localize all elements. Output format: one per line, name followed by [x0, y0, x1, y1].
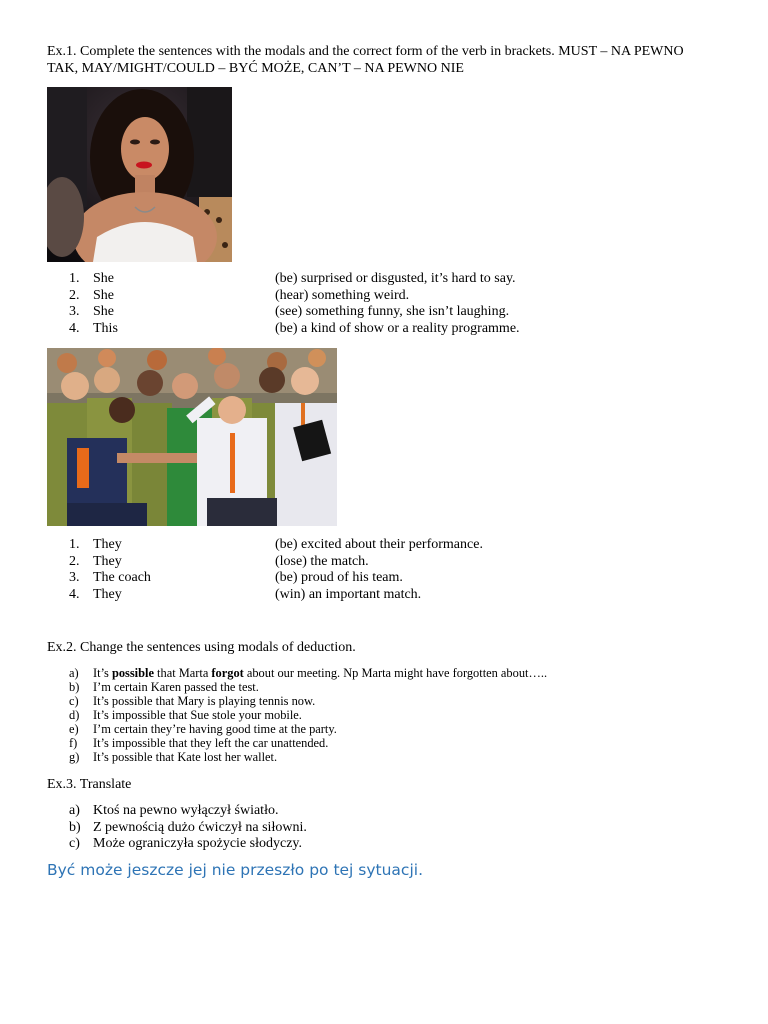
ex2-title: Ex.2. Change the sentences using modals of deduction.	[47, 640, 356, 655]
list-item: g) It’s possible that Kate lost her wallet.	[69, 750, 278, 764]
list-item: d) It’s impossible that Sue stole your mobile.	[69, 708, 302, 722]
list-item: 4. This (be) a kind of show or a reality programme.	[69, 321, 520, 337]
ex2-sentence-list	[47, 666, 727, 764]
list-item: 4. They (win) an important match.	[69, 587, 422, 603]
list-item: c) Może ograniczyła spożycie słodyczy.	[69, 836, 303, 851]
bold-word: forgot	[211, 666, 244, 680]
ex1-sentence-list-2	[47, 537, 727, 604]
ex3-title: Ex.3. Translate	[47, 777, 132, 792]
list-item: b) Z pewnością dużo ćwiczył na siłowni.	[69, 819, 307, 835]
list-item: 1. They (be) excited about their performance.	[69, 537, 483, 552]
ex3-extra-sentence: Być może jeszcze jej nie przeszło po tej sytuacji.	[47, 861, 423, 879]
list-item: a) It’s possible that Marta forgot about our meeting. Np Marta might have forgotten about…..	[69, 666, 548, 680]
list-item: a) Ktoś na pewno wyłączył światło.	[69, 803, 279, 818]
list-item: 2. She (hear) something weird.	[69, 287, 410, 303]
ex3-translation-list	[47, 803, 727, 853]
photo-woman-portrait	[47, 87, 232, 262]
ex1-instruction: Ex.1. Complete the sentences with the modals and the correct form of the verb in brackets. MUST – NA PEWNO TAK, MAY/MIGHT/COULD – BYĆ MOŻE, CAN’T – NA PEWNO NIE	[47, 44, 684, 76]
list-item: 1. She (be) surprised or disgusted, it’s hard to say.	[69, 271, 516, 286]
list-item: f) It’s impossible that they left the car unattended.	[69, 736, 329, 750]
list-item: 3. The coach (be) proud of his team.	[69, 570, 403, 586]
list-item: e) I’m certain they’re having good time at the party.	[69, 722, 337, 736]
list-item: b) I’m certain Karen passed the test.	[69, 680, 259, 694]
ex1-sentence-list-1	[47, 271, 727, 338]
list-item: 2. They (lose) the match.	[69, 553, 369, 569]
list-item: 3. She (see) something funny, she isn’t laughing.	[69, 304, 510, 320]
photo-football-team-celebration	[47, 348, 337, 526]
bold-word: possible	[111, 666, 154, 680]
list-item: c) It’s possible that Mary is playing tennis now.	[69, 694, 316, 708]
